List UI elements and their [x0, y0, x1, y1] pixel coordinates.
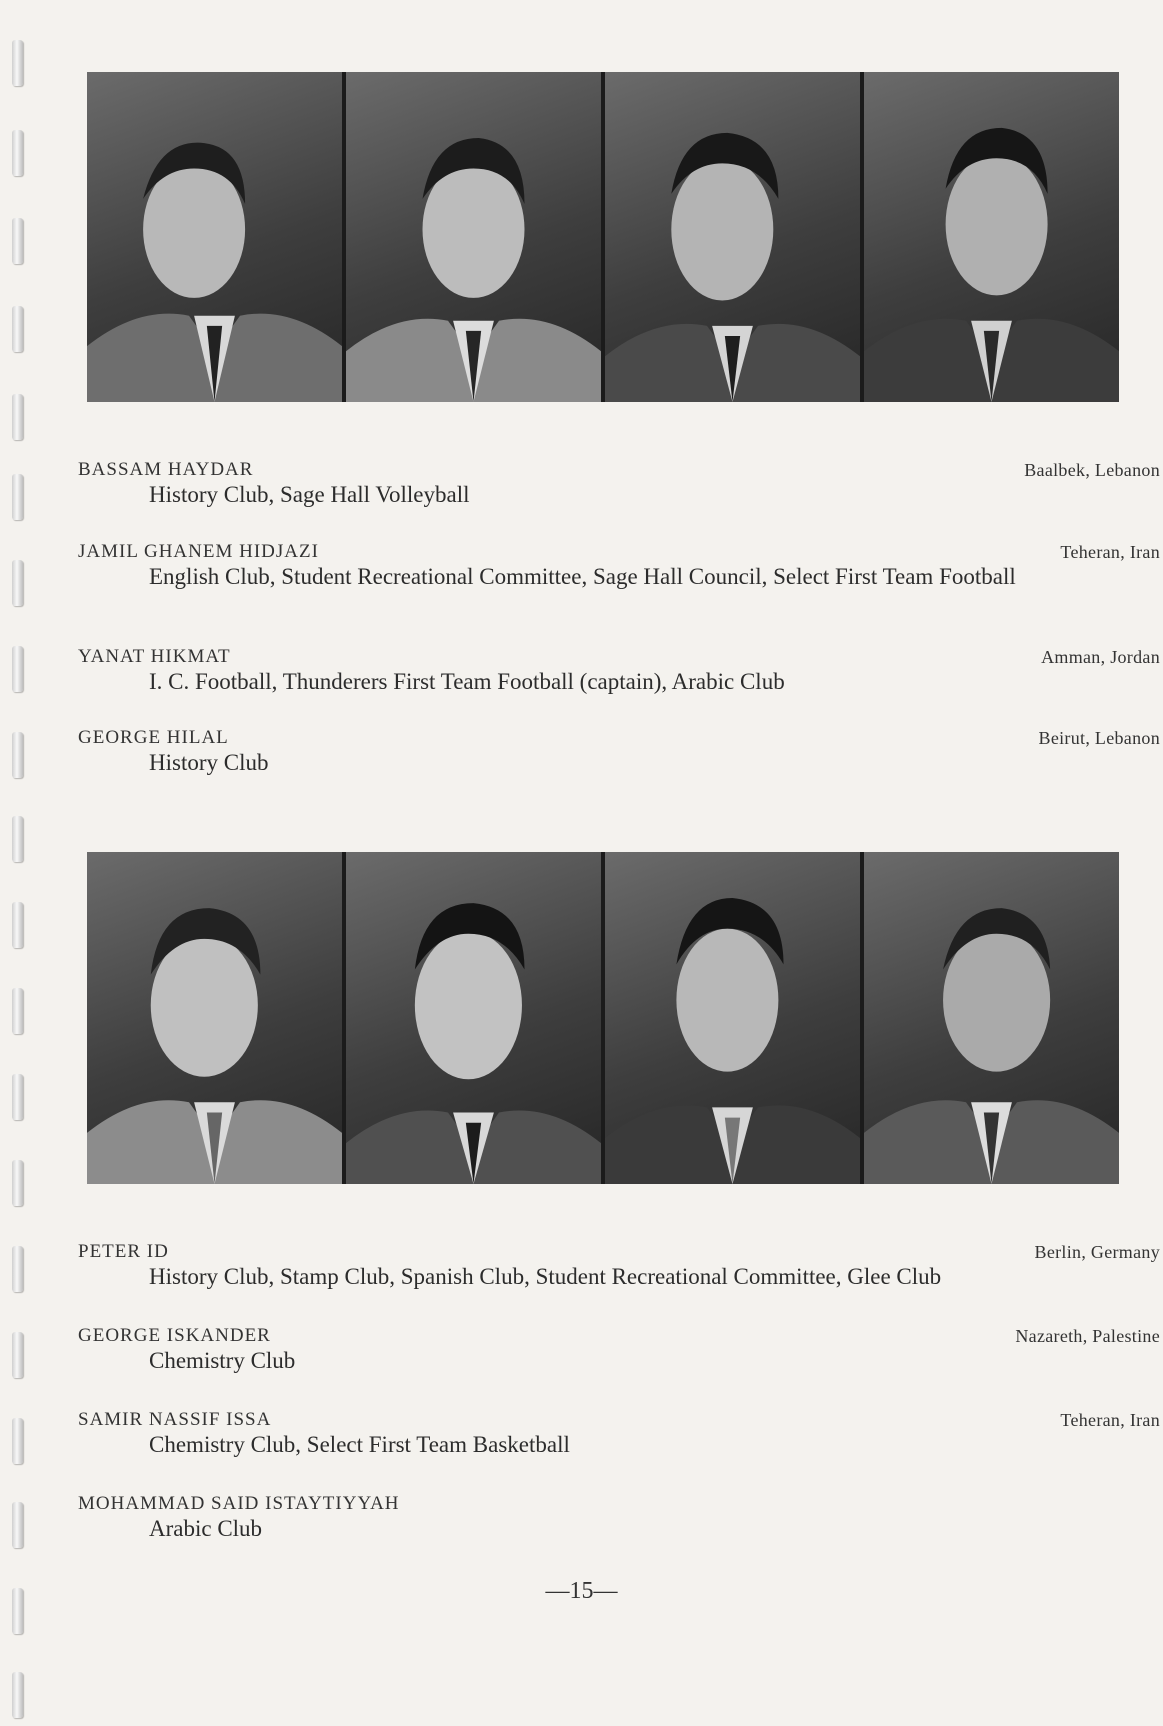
student-name: GEORGE HILAL	[78, 727, 229, 748]
binder-hole	[12, 306, 23, 352]
student-name: YANAT HIKMAT	[78, 646, 231, 667]
student-hometown: Teheran, Iran	[1060, 1410, 1160, 1430]
student-name: MOHAMMAD SAID ISTAYTIYYAH	[78, 1493, 400, 1514]
binder-hole	[12, 902, 23, 948]
binder-hole	[12, 1074, 23, 1120]
student-hometown: Nazareth, Palestine	[1015, 1326, 1160, 1346]
portrait-photo	[605, 72, 860, 402]
binder-hole	[12, 1502, 23, 1548]
student-entry	[78, 1240, 1160, 1290]
portrait-photo	[605, 852, 860, 1184]
student-name: GEORGE ISKANDER	[78, 1325, 271, 1346]
student-activities: History Club, Sage Hall Volleyball	[149, 482, 470, 507]
student-entry	[78, 726, 1160, 776]
photo-strip-top	[87, 72, 1119, 402]
student-activities: English Club, Student Recreational Committee, Sage Hall Council, Select First Team Football	[149, 564, 1016, 589]
student-activities: I. C. Football, Thunderers First Team Football (captain), Arabic Club	[149, 669, 785, 694]
student-hometown: Amman, Jordan	[1041, 647, 1160, 667]
student-name: BASSAM HAYDAR	[78, 459, 254, 480]
student-entry	[78, 645, 1160, 695]
binder-hole	[12, 1418, 23, 1464]
photo-strip-bottom	[87, 852, 1119, 1184]
page-number: —15—	[545, 1578, 618, 1604]
binder-hole	[12, 732, 23, 778]
student-activities: History Club	[149, 750, 269, 775]
student-activities: Chemistry Club, Select First Team Basketball	[149, 1432, 570, 1457]
portrait-photo	[87, 852, 342, 1184]
student-entry	[78, 458, 1160, 508]
student-entry	[78, 1324, 1160, 1374]
binder-hole	[12, 394, 23, 440]
binder-hole	[12, 1672, 23, 1718]
binder-hole	[12, 1160, 23, 1206]
binder-hole	[12, 1332, 23, 1378]
student-hometown: Berlin, Germany	[1034, 1242, 1160, 1262]
student-activities: Arabic Club	[149, 1516, 263, 1541]
portrait-photo	[346, 72, 601, 402]
student-name: PETER ID	[78, 1241, 169, 1262]
student-entry	[78, 540, 1160, 590]
binder-hole	[12, 218, 23, 264]
portrait-photo	[346, 852, 601, 1184]
binder-hole	[12, 560, 23, 606]
binder-holes	[8, 0, 30, 1726]
student-activities: Chemistry Club	[149, 1348, 296, 1373]
portrait-photo	[864, 852, 1119, 1184]
binder-hole	[12, 646, 23, 692]
student-hometown: Teheran, Iran	[1060, 542, 1160, 562]
binder-hole	[12, 816, 23, 862]
binder-hole	[12, 988, 23, 1034]
student-entry	[78, 1408, 1160, 1458]
binder-hole	[12, 40, 23, 86]
student-entry	[78, 1492, 1160, 1542]
binder-hole	[12, 474, 23, 520]
student-name: SAMIR NASSIF ISSA	[78, 1409, 272, 1430]
binder-hole	[12, 1246, 23, 1292]
portrait-photo	[87, 72, 342, 402]
binder-hole	[12, 130, 23, 176]
student-name: JAMIL GHANEM HIDJAZI	[78, 541, 319, 562]
student-hometown: Baalbek, Lebanon	[1024, 460, 1160, 480]
student-hometown: Beirut, Lebanon	[1038, 728, 1160, 748]
portrait-photo	[864, 72, 1119, 402]
student-activities: History Club, Stamp Club, Spanish Club, Student Recreational Committee, Glee Club	[149, 1264, 942, 1289]
